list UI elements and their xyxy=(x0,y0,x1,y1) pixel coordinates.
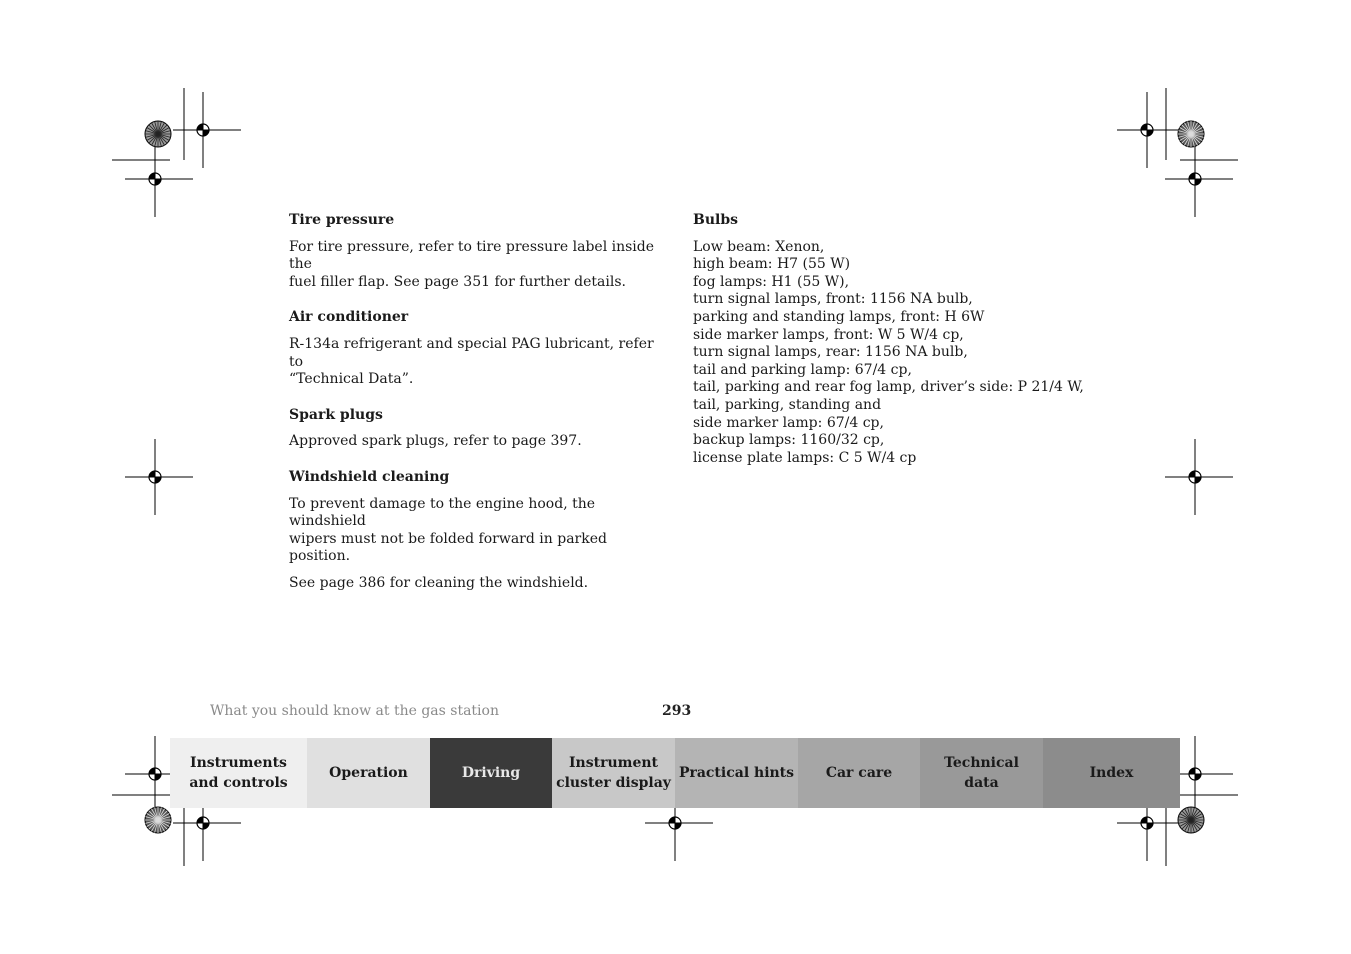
paragraph xyxy=(289,239,659,292)
tab-label: Index xyxy=(1089,765,1134,781)
text-line: fuel filler flap. See page 351 for further details. xyxy=(289,273,626,290)
page-number: 293 xyxy=(662,703,692,719)
section-heading: Tire pressure xyxy=(289,212,395,228)
color-bar-rosette-icon xyxy=(145,121,171,147)
bulb-line: turn signal lamps, front: 1156 NA bulb, xyxy=(693,291,973,308)
color-bar-rosette-icon xyxy=(1178,807,1204,833)
bulb-line: high beam: H7 (55 W) xyxy=(693,256,851,273)
bulbs-heading: Bulbs xyxy=(693,212,739,228)
bulb-line: tail, parking and rear fog lamp, driver’s side: P 21/4 W, xyxy=(693,379,1084,396)
tab-operation[interactable] xyxy=(307,738,430,808)
tab-label: cluster display xyxy=(556,775,671,791)
tab-instrument-cluster[interactable] xyxy=(552,738,675,808)
bulb-line: turn signal lamps, rear: 1156 NA bulb, xyxy=(693,344,968,361)
color-bar-rosette-icon xyxy=(145,807,171,833)
text-line: “Technical Data”. xyxy=(289,371,414,388)
nav-tabs xyxy=(170,738,1180,808)
tab-label: Practical hints xyxy=(678,765,795,781)
tab-instruments[interactable] xyxy=(170,738,307,808)
tab-label: Driving xyxy=(461,765,521,781)
section xyxy=(289,309,659,388)
bulb-line: side marker lamps, front: W 5 W/4 cp, xyxy=(693,326,964,343)
tab-driving[interactable] xyxy=(430,738,552,808)
right-column xyxy=(693,212,1113,467)
text-line: wipers must not be folded forward in parked position. xyxy=(289,530,607,565)
registration-mark-icon xyxy=(173,92,241,168)
section xyxy=(289,469,659,593)
tab-label: and controls xyxy=(189,775,288,791)
text-line: R-134a refrigerant and special PAG lubricant, refer to xyxy=(289,335,654,370)
text-line: See page 386 for cleaning the windshield. xyxy=(289,574,589,591)
registration-mark-icon xyxy=(1117,92,1185,168)
paragraph xyxy=(289,496,659,566)
paragraph xyxy=(289,575,659,593)
bulb-line: side marker lamp: 67/4 cp, xyxy=(693,414,884,431)
tab-index[interactable] xyxy=(1043,738,1180,808)
paragraph xyxy=(289,336,659,389)
left-column xyxy=(289,212,659,611)
section xyxy=(289,212,659,291)
registration-mark-icon xyxy=(125,141,193,217)
section-heading: Spark plugs xyxy=(289,406,383,423)
color-bar-rosette-icon xyxy=(1178,121,1204,147)
bulb-line: parking and standing lamps, front: H 6W xyxy=(693,308,985,325)
section-heading: Air conditioner xyxy=(289,309,409,326)
text-line: Approved spark plugs, refer to page 397. xyxy=(289,433,582,450)
tab-technical-data[interactable] xyxy=(920,738,1043,808)
bulb-line: tail and parking lamp: 67/4 cp, xyxy=(693,361,912,378)
bulb-line: license plate lamps: C 5 W/4 cp xyxy=(693,449,917,466)
tab-label: Instrument xyxy=(569,755,658,771)
paragraph xyxy=(289,433,659,451)
registration-mark-icon xyxy=(1165,141,1233,217)
tab-label: Operation xyxy=(329,765,408,781)
bulb-line: tail, parking, standing and xyxy=(693,396,882,413)
tab-label: data xyxy=(964,775,999,791)
section-heading: Windshield cleaning xyxy=(289,468,450,485)
text-line: To prevent damage to the engine hood, the windshield xyxy=(289,495,596,530)
tab-practical-hints[interactable] xyxy=(675,738,798,808)
bulb-line: backup lamps: 1160/32 cp, xyxy=(693,432,885,449)
bulb-line: fog lamps: H1 (55 W), xyxy=(693,273,850,290)
tab-label: Car care xyxy=(825,765,893,781)
tab-label: Instruments xyxy=(190,755,287,771)
section xyxy=(289,407,659,451)
section-title: What you should know at the gas station xyxy=(210,703,499,719)
tab-label: Technical xyxy=(944,755,1019,771)
registration-mark-icon xyxy=(125,439,193,515)
registration-mark-icon xyxy=(1165,439,1233,515)
bulb-line: Low beam: Xenon, xyxy=(693,238,825,255)
text-line: For tire pressure, refer to tire pressure label inside the xyxy=(289,238,655,273)
tab-car-care[interactable] xyxy=(798,738,920,808)
bulbs-list xyxy=(693,239,1113,468)
